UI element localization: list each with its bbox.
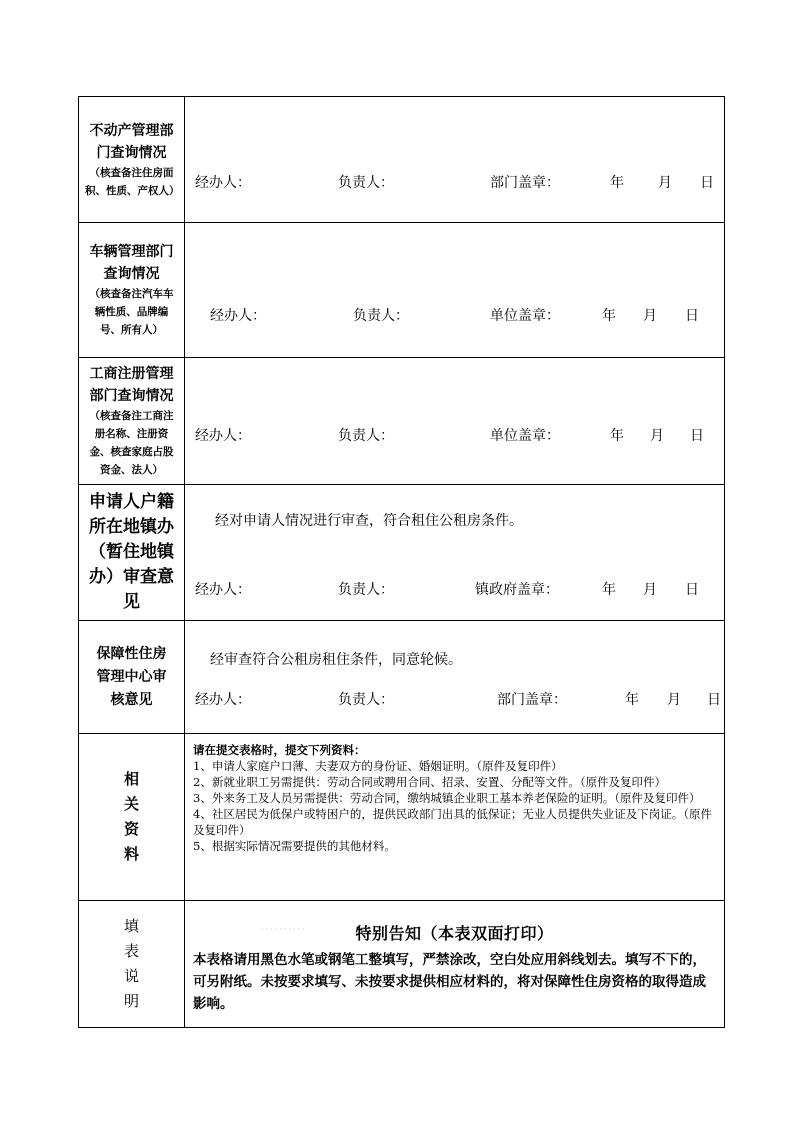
month-label: 月 (658, 175, 672, 191)
review-statement: 经对申请人情况进行审查，符合租住公租房条件。 (215, 513, 523, 529)
responsible-label: 负责人： (338, 582, 394, 598)
responsible-label: 负责人： (338, 175, 394, 191)
responsible-label: 负责人： (338, 692, 394, 708)
month-label: 月 (643, 582, 657, 598)
day-label: 日 (700, 175, 714, 191)
notice-body: 本表格请用黑色水笔或钢笔工整填写，严禁涂改，空白处应用斜线划去。填写不下的，可另附纸。未按要求填写、未按要求提供相应材料的，将对保障性住房资格的取得造成影响。 (193, 952, 706, 1012)
label-char: 填 (123, 917, 139, 935)
form-row-housing-center (79, 621, 725, 734)
day-label: 日 (690, 428, 704, 444)
seal-label: 镇政府盖章： (475, 582, 559, 598)
handler-label: 经办人： (210, 308, 266, 324)
row-label (79, 223, 185, 358)
notice-title: 特别告知（本表双面打印） (355, 924, 554, 943)
label-char: 关 (123, 795, 139, 813)
row-label (79, 485, 185, 621)
handler-label: 经办人： (195, 582, 251, 598)
label-main: 工商注册管理部门查询情况 (89, 366, 174, 404)
responsible-label: 负责人： (338, 428, 394, 444)
year-label: 年 (610, 175, 624, 191)
row-content (185, 358, 725, 485)
label-char: 明 (123, 992, 139, 1010)
form-row-township (79, 485, 725, 621)
label-char: 说 (123, 967, 139, 985)
materials-label (79, 734, 185, 901)
responsible-label: 负责人： (353, 308, 409, 324)
row-content (185, 97, 725, 223)
row-label (79, 97, 185, 223)
label-char: 料 (123, 845, 139, 863)
row-content (185, 485, 725, 621)
instructions-label (79, 901, 185, 1028)
handler-label: 经办人： (195, 428, 251, 444)
seal-label: 单位盖章： (490, 428, 560, 444)
dotted-leader: ·········· (261, 925, 307, 934)
label-char: 表 (123, 942, 139, 960)
row-content (185, 223, 725, 358)
row-label (79, 358, 185, 485)
seal-label: 单位盖章： (490, 308, 560, 324)
label-char: 相 (123, 770, 139, 788)
label-main: 保障性住房管理中心审核意见 (96, 645, 167, 708)
materials-item: 4、社区居民为低保户或特困户的，提供民政部门出具的低保证；无业人员提供失业证及下岗证。（原件及复印件） (193, 807, 713, 837)
materials-item: 3、外来务工及人员另需提供：劳动合同，缴纳城镇企业职工基本养老保险的证明。（原件及复印件） (193, 791, 701, 805)
row-content (185, 621, 725, 734)
seal-label: 部门盖章： (497, 692, 567, 708)
label-note: （核查备注汽车车辆性质、品牌编号、所有人） (89, 288, 174, 336)
materials-item: 5、根据实际情况需要提供的其他材料。 (193, 839, 396, 853)
year-label: 年 (602, 582, 616, 598)
form-row-materials (79, 734, 725, 901)
form-row-instructions (79, 901, 725, 1028)
year-label: 年 (625, 692, 639, 708)
label-note: （核查备注工商注册名称、注册资金、核查家庭占股资金、法人） (89, 410, 174, 476)
label-main: 申请人户籍所在地镇办（暂住地镇办）审查意见 (89, 492, 174, 612)
seal-label: 部门盖章： (490, 175, 560, 191)
label-main: 车辆管理部门查询情况 (89, 244, 174, 282)
materials-content (185, 734, 725, 901)
year-label: 年 (610, 428, 624, 444)
label-char: 资 (123, 820, 139, 838)
form-row-vehicle (79, 223, 725, 358)
label-main: 不动产管理部门查询情况 (89, 122, 174, 161)
month-label: 月 (667, 692, 681, 708)
materials-heading: 请在提交表格时，提交下列资料： (193, 743, 366, 757)
month-label: 月 (650, 428, 664, 444)
handler-label: 经办人： (195, 175, 251, 191)
handler-label: 经办人： (195, 692, 251, 708)
row-label (79, 621, 185, 734)
instructions-content (185, 901, 725, 1028)
month-label: 月 (643, 308, 657, 324)
review-statement: 经审查符合公租房租住条件，同意轮候。 (210, 652, 462, 668)
form-row-business (79, 358, 725, 485)
year-label: 年 (602, 308, 616, 324)
day-label: 日 (685, 582, 699, 598)
day-label: 日 (707, 692, 721, 708)
materials-item: 2、新就业职工另需提供：劳动合同或聘用合同、招录、安置、分配等文件。（原件及复印件） (193, 775, 667, 789)
materials-item: 1、申请人家庭户口薄、夫妻双方的身份证、婚姻证明。（原件及复印件） (193, 759, 563, 773)
review-form-table (78, 96, 725, 1028)
label-note: （核查备注住房面积、性质、产权人） (85, 166, 180, 197)
form-row-real-estate (79, 97, 725, 223)
day-label: 日 (685, 308, 699, 324)
